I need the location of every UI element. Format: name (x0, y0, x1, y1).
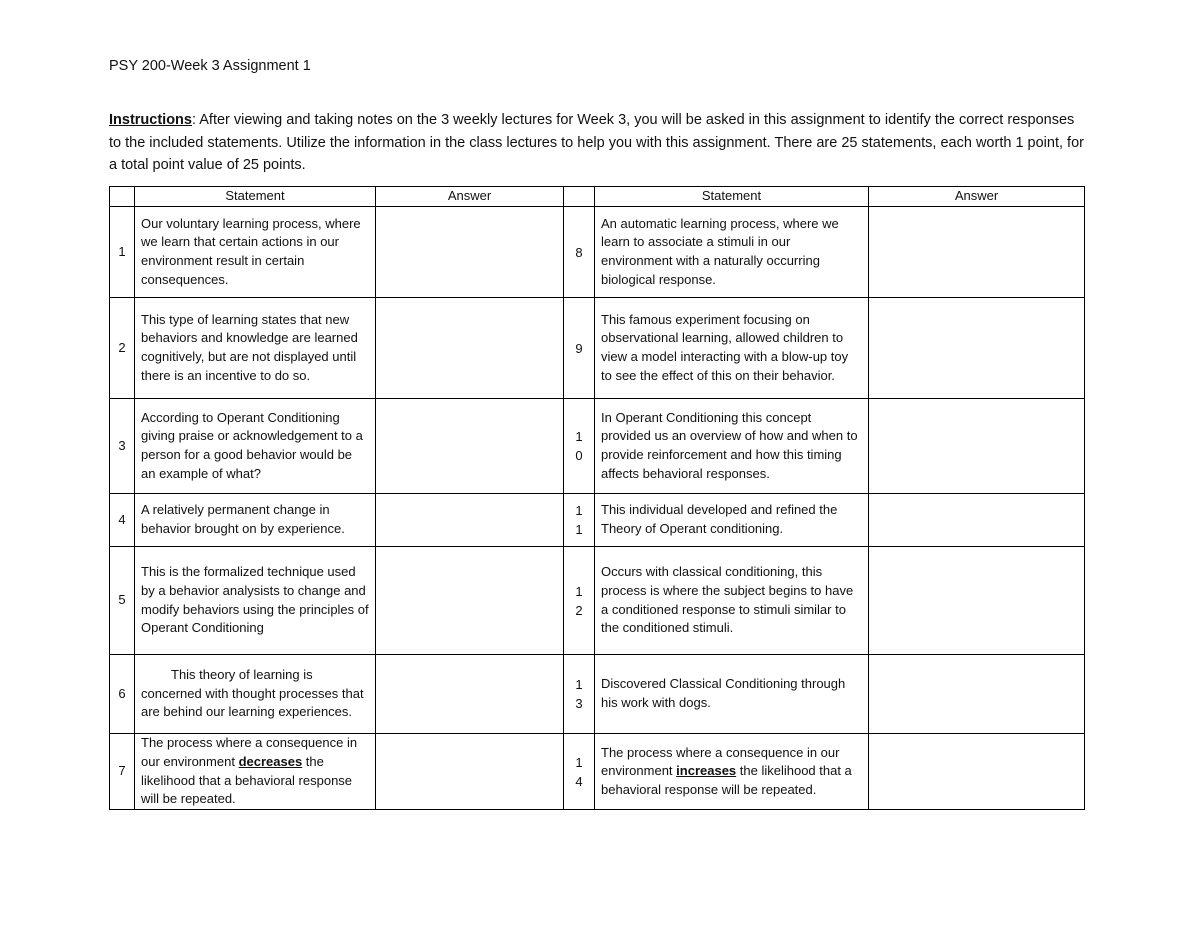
statement-cell: This theory of learning is concerned with thought processes that are behind our learning experiences. (135, 655, 376, 734)
statement-cell: According to Operant Conditioning giving praise or acknowledgement to a person for a good behavior would be an example of what? (135, 399, 376, 494)
answer-cell[interactable] (376, 399, 564, 494)
statement-cell: The process where a consequence in our environment increases the likelihood that a behavioral response will be repeated. (595, 734, 869, 810)
statement-cell: Occurs with classical conditioning, this process is where the subject begins to have a conditioned response to stimuli similar to the conditioned stimuli. (595, 547, 869, 655)
header-answer-right: Answer (869, 187, 1085, 207)
emphasis-increases: increases (676, 763, 737, 779)
row-number: 1 0 (564, 399, 595, 494)
table-row (110, 207, 1085, 298)
table-row (110, 298, 1085, 399)
table-row (110, 734, 1085, 810)
table-row (110, 547, 1085, 655)
row-number: 7 (110, 734, 135, 810)
row-number: 3 (110, 399, 135, 494)
row-number: 2 (110, 298, 135, 399)
statement-cell: This type of learning states that new behaviors and knowledge are learned cognitively, but are not displayed until there is an incentive to do so. (135, 298, 376, 399)
answer-cell[interactable] (376, 207, 564, 298)
emphasis-decreases: decreases (238, 753, 303, 769)
answer-cell[interactable] (869, 547, 1085, 655)
table-row (110, 399, 1085, 494)
instructions-paragraph (109, 109, 1089, 177)
row-number: 6 (110, 655, 135, 734)
row-number: 8 (564, 207, 595, 298)
statement-cell: This individual developed and refined the Theory of Operant conditioning. (595, 494, 869, 547)
table-row (110, 655, 1085, 734)
answer-cell[interactable] (376, 494, 564, 547)
header-answer-left: Answer (376, 187, 564, 207)
instructions-label: Instructions (109, 112, 192, 128)
header-statement-left: Statement (135, 187, 376, 207)
answer-cell[interactable] (376, 547, 564, 655)
statement-cell: Our voluntary learning process, where we learn that certain actions in our environment result in certain consequences. (135, 207, 376, 298)
statement-cell: This is the formalized technique used by a behavior analysists to change and modify behaviors using the principles of Operant Conditioning (135, 547, 376, 655)
instructions-text: After viewing and taking notes on the 3 weekly lectures for Week 3, you will be asked in this assignment to identify the correct responses to the included statements. Utilize the information in the class lectures to help you with this assignment. There are 25 statements, each worth 1 point, for a total point value of 25 points. (109, 112, 1084, 173)
answer-cell[interactable] (376, 734, 564, 810)
assignment-table (109, 186, 1085, 810)
table-row (110, 494, 1085, 547)
statement-cell: This famous experiment focusing on observational learning, allowed children to view a model interacting with a blow-up toy to see the effect of this on their behavior. (595, 298, 869, 399)
statement-cell: Discovered Classical Conditioning through his work with dogs. (595, 655, 869, 734)
row-number: 1 2 (564, 547, 595, 655)
table-header-row (110, 187, 1085, 207)
header-statement-right: Statement (595, 187, 869, 207)
answer-cell[interactable] (869, 207, 1085, 298)
answer-cell[interactable] (869, 399, 1085, 494)
answer-cell[interactable] (376, 298, 564, 399)
answer-cell[interactable] (869, 494, 1085, 547)
answer-cell[interactable] (869, 298, 1085, 399)
instructions-colon: : (191, 112, 197, 128)
header-num-left (110, 187, 135, 207)
statement-cell: The process where a consequence in our environment decreases the likelihood that a behavioral response will be repeated. (135, 734, 376, 810)
statement-cell: A relatively permanent change in behavior brought on by experience. (135, 494, 376, 547)
answer-cell[interactable] (869, 734, 1085, 810)
row-number: 4 (110, 494, 135, 547)
row-number: 9 (564, 298, 595, 399)
statement-cell: An automatic learning process, where we learn to associate a stimuli in our environment with a naturally occurring biological response. (595, 207, 869, 298)
answer-cell[interactable] (869, 655, 1085, 734)
answer-cell[interactable] (376, 655, 564, 734)
row-number: 5 (110, 547, 135, 655)
document-title: PSY 200-Week 3 Assignment 1 (109, 58, 311, 74)
row-number: 1 4 (564, 734, 595, 810)
row-number: 1 1 (564, 494, 595, 547)
row-number: 1 3 (564, 655, 595, 734)
row-number: 1 (110, 207, 135, 298)
header-num-right (564, 187, 595, 207)
statement-cell: In Operant Conditioning this concept provided us an overview of how and when to provide reinforcement and how this timing affects behavioral responses. (595, 399, 869, 494)
